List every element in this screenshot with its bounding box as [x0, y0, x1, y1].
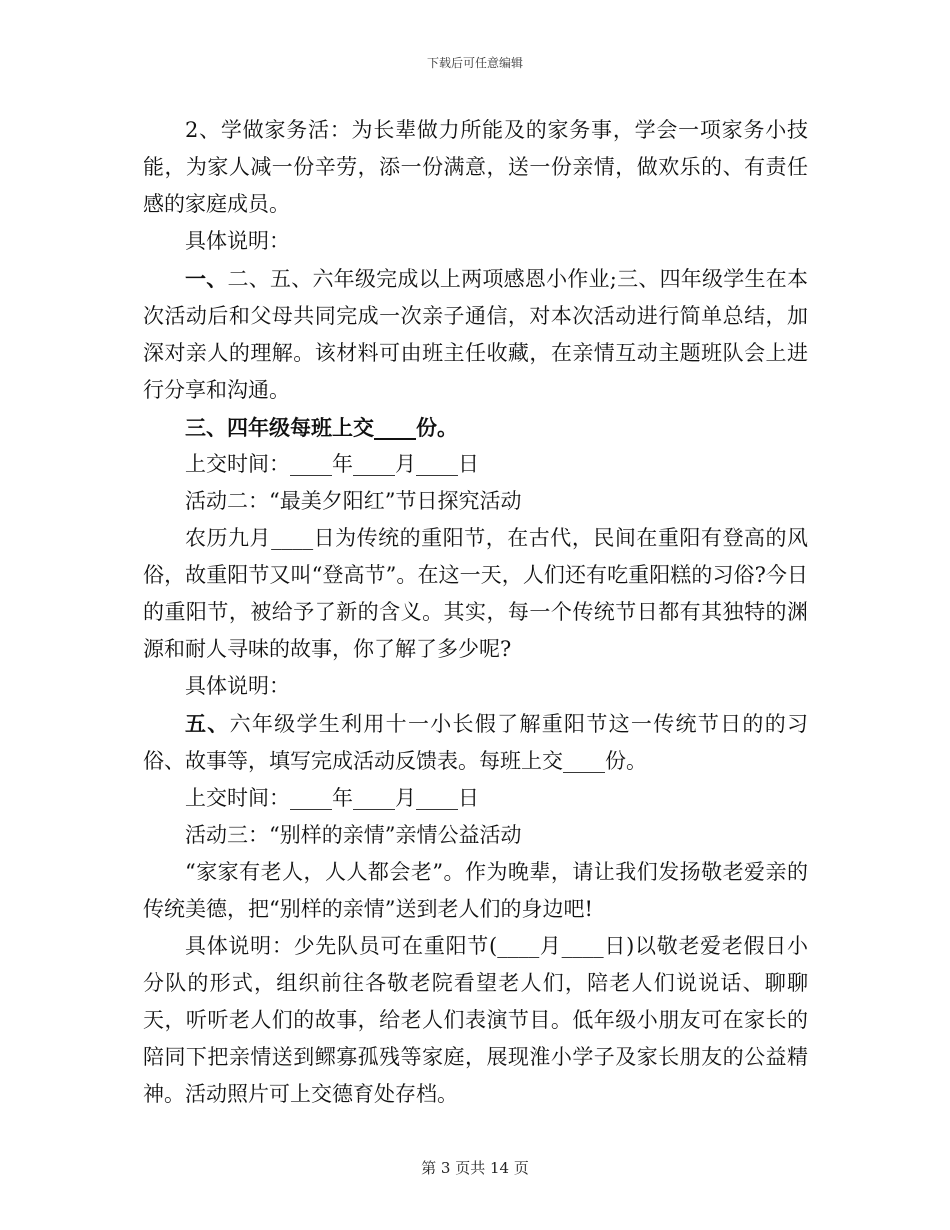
paragraph-submit-time-1: 上交时间：____年____月____日	[185, 452, 479, 476]
page-footer: 第 3 页共 14 页	[421, 1159, 529, 1177]
paragraph-note-label-2: 具体说明：	[185, 674, 290, 698]
paragraph-housework: 2、学做家务活：为长辈做力所能及的家务事，学会一项家务小技能，为家人减一份辛劳，添一份满意，送一份亲情，做欢乐的、有责任感的家庭成员。	[143, 118, 808, 216]
paragraph-lead-one: 一、	[185, 266, 228, 291]
paragraph-activity-three-title: 活动三：“别样的亲情”亲情公益活动	[185, 823, 522, 847]
paragraph-submit-time-2: 上交时间：____年____月____日	[185, 786, 479, 810]
paragraph-lead-five: 五、	[185, 711, 230, 736]
paragraph-activity-two-title: 活动二：“最美夕阳红”节日探究活动	[185, 489, 522, 513]
paragraph-grade-tasks	[143, 260, 808, 409]
paragraph-elder-quote: “家家有老人，人人都会老”。作为晚辈，请让我们发扬敬老爱亲的传统美德，把“别样的亲情”送到老人们的身边吧!	[143, 860, 808, 921]
paragraph-grade-tasks-text: 二、五、六年级完成以上两项感恩小作业;三、四年级学生在本次活动后和父母共同完成一次亲子通信，对本次活动进行简单总结，加深对亲人的理解。该材料可由班主任收藏，在亲情互动主题班队会上进行分享和沟通。	[143, 267, 809, 402]
paragraph-submit-count: 三、四年级每班上交____份。	[185, 415, 458, 440]
document-body	[143, 112, 808, 1113]
paragraph-volunteer-details: 具体说明：少先队员可在重阳节(____月____日)以敬老爱老假日小分队的形式，组织前往各敬老院看望老人们，陪老人们说说话、聊聊天，听听老人们的故事，给老人们表演节目。低年级小朋友可在家长的陪同下把亲情送到鳏寡孤残等家庭，展现淮小学子及家长朋友的公益精神。活动照片可上交德育处存档。	[143, 934, 808, 1106]
paragraph-chongyang-intro: 农历九月____日为传统的重阳节，在古代，民间在重阳有登高的风俗，故重阳节又叫“登高节”。在这一天，人们还有吃重阳糕的习俗?今日的重阳节，被给予了新的含义。其实，每一个传统节日都有其独特的渊源和耐人寻味的故事，你了解了多少呢?	[143, 526, 808, 661]
page-header: 下载后可任意编辑	[426, 56, 523, 70]
paragraph-sixth-grade-text: 六年级学生利用十一小长假了解重阳节这一传统节日的的习俗、故事等，填写完成活动反馈表。每班上交____份。	[143, 712, 808, 773]
paragraph-sixth-grade	[143, 705, 808, 780]
paragraph-note-label-1: 具体说明：	[185, 229, 290, 253]
